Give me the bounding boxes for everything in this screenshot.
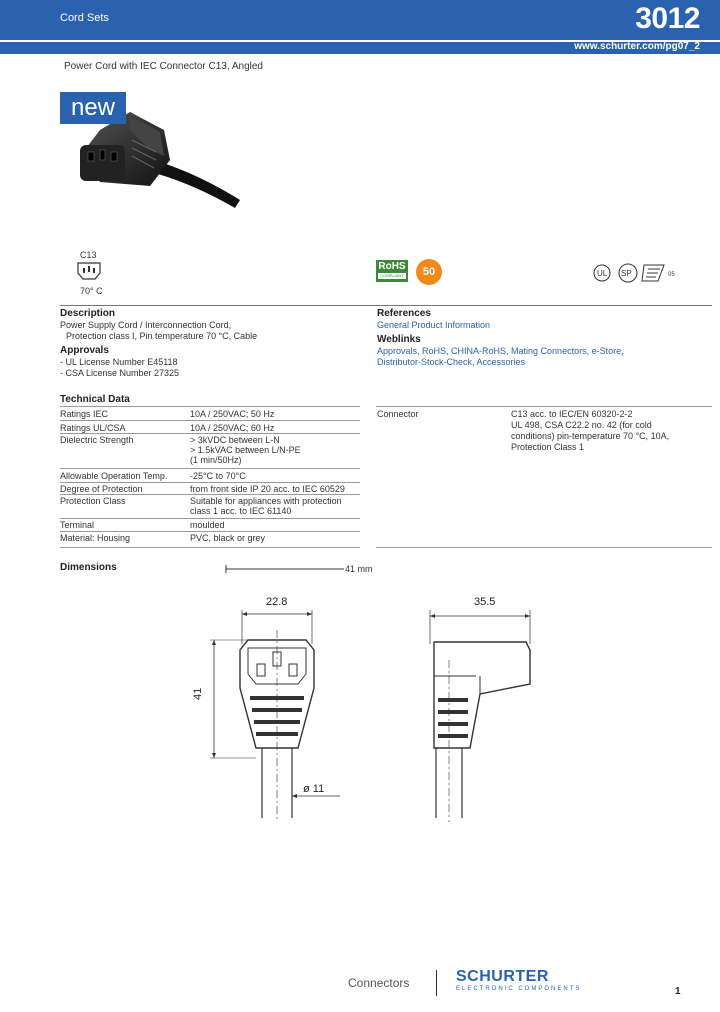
c13-symbol-icon — [74, 261, 104, 281]
schurter-logo: SCHURTER ELECTRONIC COMPONENTS — [456, 968, 582, 992]
approvals-heading: Approvals — [60, 345, 109, 356]
description-heading: Description — [60, 308, 116, 319]
connector-label: Connector — [377, 409, 419, 419]
connector-divider — [376, 406, 712, 407]
description-line-2: Protection class I, Pin temperature 70 °C, Cable — [66, 331, 258, 341]
tech-divider — [60, 482, 360, 483]
tech-divider — [60, 518, 360, 519]
weblinks-heading: Weblinks — [377, 334, 421, 345]
cable-diameter-dim: ø 11 — [303, 783, 325, 795]
category-label: Cord Sets — [60, 12, 109, 24]
connector-line-3: conditions) pin-temperature 70 °C, 10A, — [511, 431, 670, 441]
section-divider — [60, 305, 712, 306]
connector-line-2: UL 498, CSA C22.2 no. 42 (for cold — [511, 420, 652, 430]
china-rohs-50-icon: 50 — [416, 259, 442, 285]
footer-category: Connectors — [348, 976, 410, 990]
svg-text:05: 05 — [668, 272, 675, 278]
side-view-drawing — [420, 600, 540, 830]
footer-separator — [436, 970, 437, 996]
connector-line-1: C13 acc. to IEC/EN 60320-2-2 — [511, 409, 633, 419]
tech-divider — [60, 547, 360, 548]
part-number: 3012 — [635, 2, 700, 35]
website-link[interactable]: www.schurter.com/pg07_2 — [574, 41, 700, 52]
new-badge: new — [60, 92, 126, 124]
tech-divider — [60, 420, 360, 421]
approval-csa: - CSA License Number 27325 — [60, 368, 180, 378]
side-width-dim: 35.5 — [474, 596, 496, 608]
front-view-drawing — [190, 600, 350, 830]
tech-divider — [60, 406, 360, 407]
dimensions-heading: Dimensions — [60, 562, 117, 573]
tech-divider — [60, 494, 360, 495]
rohs-icon: RoHS COMPLIANT — [376, 260, 408, 282]
general-info-link[interactable]: General Product Information — [377, 320, 491, 330]
technical-data-heading: Technical Data — [60, 394, 130, 405]
svg-text:UL: UL — [597, 269, 608, 278]
header-bar — [0, 0, 720, 40]
references-heading: References — [377, 308, 431, 319]
description-line-1: Power Supply Cord / Interconnection Cord, — [60, 320, 232, 330]
page-number: 1 — [675, 986, 681, 997]
svg-text:SP: SP — [621, 269, 632, 278]
connector-divider — [376, 547, 712, 548]
tech-divider — [60, 468, 360, 469]
front-width-dim: 22.8 — [266, 596, 288, 608]
tech-divider — [60, 433, 360, 434]
approval-ul: - UL License Number E45118 — [60, 357, 178, 367]
connector-line-4: Protection Class 1 — [511, 442, 585, 452]
tech-row: Protection Class Suitable for appliances with protection class 1 acc. to IEC 61140 — [60, 496, 342, 516]
front-height-dim: 41 — [192, 687, 204, 700]
product-title: Power Cord with IEC Connector C13, Angled — [64, 61, 263, 72]
certification-marks-icon — [592, 262, 682, 284]
scale-label: 41 mm — [345, 564, 373, 574]
tech-divider — [60, 531, 360, 532]
weblinks-line-2[interactable]: Distributor-Stock-Check, Accessories — [377, 357, 526, 367]
temperature-label: 70° C — [80, 286, 103, 296]
url-bar — [0, 40, 720, 54]
weblinks-line-1[interactable]: Approvals, RoHS, CHINA-RoHS, Mating Connectors, e-Store, — [377, 346, 624, 356]
tech-row: Dielectric Strength > 3kVDC between L-N > 1.5kVAC between L/N-PE (1 min/50Hz) — [60, 435, 301, 465]
connector-type-label: C13 — [80, 250, 97, 260]
